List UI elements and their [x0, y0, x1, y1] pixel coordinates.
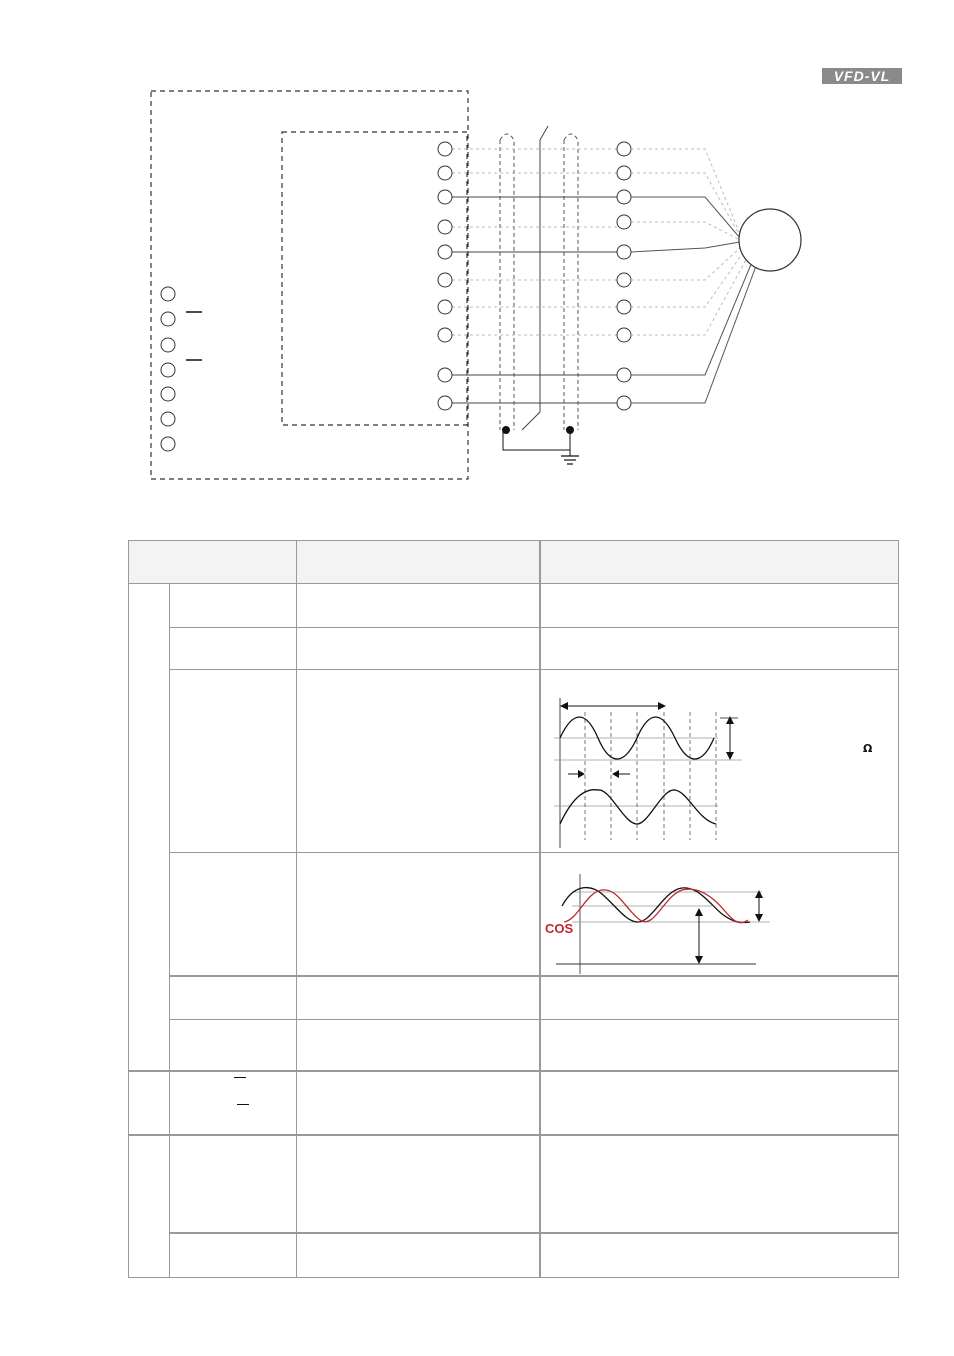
encoder-wires	[631, 149, 756, 403]
waveform-phase-diagram	[548, 692, 748, 852]
inner-terminals	[438, 142, 452, 410]
shield-lines	[500, 134, 578, 430]
vfd-vl-logo: VFD-VL	[822, 68, 902, 84]
motor-encoder	[739, 209, 801, 271]
connector-terminals	[617, 142, 631, 410]
wiring-diagram	[0, 0, 954, 520]
left-terminals	[161, 287, 175, 451]
ohm-symbol: Ω	[863, 742, 873, 755]
sin-cos-offset-diagram	[552, 870, 772, 975]
ground-symbol	[502, 426, 579, 464]
outer-controller-box	[151, 91, 468, 479]
table-header	[129, 541, 898, 583]
signal-wires	[452, 149, 624, 403]
cos-label: COS	[545, 921, 574, 936]
